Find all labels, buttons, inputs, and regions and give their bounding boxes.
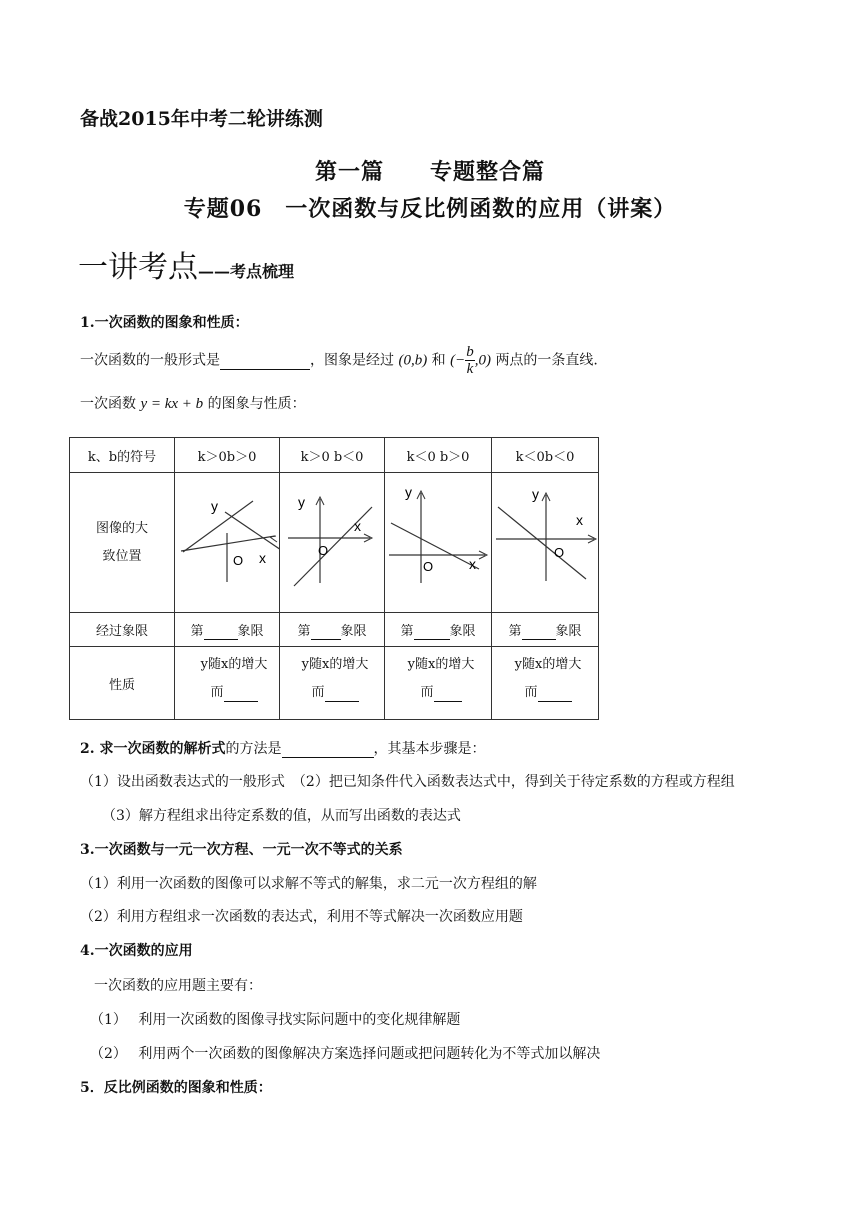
section-1-line-2 [80, 393, 306, 413]
graph-3-x-label: x [469, 556, 476, 572]
graph-3-origin-label: O [423, 559, 434, 574]
section-4-intro: 一次函数的应用题主要有： [94, 978, 262, 994]
property-cell-3 [385, 647, 492, 720]
property-line-1: y随x的增大 [514, 657, 582, 672]
graph-3-y-label: y [405, 484, 412, 500]
table-row-quadrants [70, 613, 599, 647]
graph-1-origin-label: O [233, 553, 244, 568]
section-2-steps-label: ，其基本步骤是： [373, 741, 486, 757]
quadrant-suffix: 象限 [237, 623, 264, 639]
graph-line-1 [183, 501, 253, 552]
graph-2-x-label: x [354, 518, 361, 534]
section-3-point-2: （2）利用方程组求一次函数的表达式，利用不等式解决一次函数应用题 [80, 909, 523, 925]
graph-k-neg-b-neg [492, 473, 598, 608]
quadrant-blank-2 [311, 624, 341, 640]
fraction-b-over-k [465, 344, 475, 377]
graph-through-label: ，图象是经过 [310, 352, 394, 369]
graph-cell-4 [492, 473, 599, 613]
point-2-suffix: ,0) [474, 352, 491, 369]
quadrant-cell-2 [280, 613, 385, 647]
graph-1-x-label: x [259, 550, 266, 566]
quadrant-blank-1 [204, 624, 238, 640]
section-3-point-1: （1）利用一次函数的图像可以求解不等式的解集，求二元一次方程组的解 [80, 876, 537, 892]
document-top-title: 备战2015年中考二轮讲练测 [80, 108, 323, 130]
property-line-1: y随x的增大 [301, 657, 369, 672]
quadrant-suffix: 象限 [555, 623, 582, 639]
property-cell-4 [492, 647, 599, 720]
lecture-subtitle: ——考点梳理 [198, 262, 295, 281]
section-2-method-label: 的方法是 [225, 741, 282, 757]
header-cell-quadrants: 经过象限 [70, 613, 175, 647]
section-2-step-3: （3）解方程组求出待定系数的值，从而写出函数的表达式 [102, 808, 461, 824]
section-4-title: 4.一次函数的应用 [80, 943, 193, 959]
graph-k-neg-b-pos [385, 473, 491, 608]
table-row-properties [70, 647, 599, 720]
function-equation: y = kx + b [140, 396, 204, 412]
section-5-title: 5．反比例函数的图象和性质： [80, 1080, 272, 1096]
graph-header-line-1: 图像的大 [95, 520, 148, 536]
table-row-graphs [70, 473, 599, 613]
header-cell-property: 性质 [70, 647, 175, 720]
header-cell-graph [70, 473, 175, 613]
quadrant-suffix: 象限 [340, 623, 367, 639]
and-label: 和 [431, 352, 446, 369]
property-line-2: 而 [210, 685, 224, 700]
graph-2-origin-label: O [318, 543, 329, 558]
section-1-line-1 [80, 344, 598, 377]
property-line-1: y随x的增大 [407, 657, 475, 672]
linear-function-table [69, 437, 599, 720]
graph-1-y-label: y [211, 498, 218, 514]
quadrant-cell-4 [492, 613, 599, 647]
header-cell-signs: k、b的符号 [70, 438, 175, 473]
section-3-title: 3.一次函数与一元一次方程、一元一次不等式的关系 [80, 842, 403, 858]
topic-title: 专题06 一次函数与反比例函数的应用（讲案） [183, 196, 677, 222]
quadrant-blank-3 [414, 624, 450, 640]
sign-cell-4: k＜0b＜0 [492, 438, 599, 473]
property-cell-2 [280, 647, 385, 720]
graph-k-pos-b-pos [175, 473, 279, 608]
sign-cell-2: k＞0 b＜0 [280, 438, 385, 473]
property-line-2: 而 [311, 685, 325, 700]
fraction-denominator: k [466, 361, 474, 377]
section-1-title: 1.一次函数的图象和性质： [80, 315, 249, 331]
graph-4-y-label: y [532, 486, 539, 502]
property-cell-1 [175, 647, 280, 720]
property-line-1: y随x的增大 [200, 657, 268, 672]
blank-general-form [220, 353, 310, 370]
property-blank-3 [434, 685, 462, 702]
graph-cell-2 [280, 473, 385, 613]
quadrant-prefix: 第 [190, 623, 204, 639]
section-4-point-1: （1） 利用一次函数的图像寻找实际问题中的变化规律解题 [90, 1012, 461, 1028]
property-blank-2 [325, 685, 359, 702]
section-2-steps-1-2: （1）设出函数表达式的一般形式 （2）把已知条件代入函数表达式中，得到关于待定系数的方程或方程组 [80, 774, 735, 790]
general-form-label: 一次函数的一般形式是 [80, 352, 220, 369]
graph-4-origin-label: O [554, 545, 565, 560]
graph-k-pos-b-neg [280, 473, 384, 608]
section-2-title [80, 738, 486, 758]
sign-cell-1: k＞0b＞0 [175, 438, 280, 473]
property-blank-4 [538, 685, 572, 702]
quadrant-cell-3 [385, 613, 492, 647]
property-line-2: 而 [420, 685, 434, 700]
graph-4-x-label: x [576, 512, 583, 528]
quadrant-cell-1 [175, 613, 280, 647]
part-title: 第一篇 专题整合篇 [314, 159, 545, 185]
point-2-prefix: (− [450, 352, 466, 369]
quadrant-prefix: 第 [508, 623, 522, 639]
graph-line-3 [391, 523, 479, 569]
lecture-heading [78, 242, 294, 286]
fraction-numerator: b [466, 344, 474, 360]
quadrant-suffix: 象限 [449, 623, 476, 639]
graph-header-line-2: 致位置 [102, 548, 142, 564]
lecture-title: 一讲考点 [78, 250, 198, 285]
function-label: 一次函数 [80, 396, 136, 412]
sign-cell-3: k＜0 b＞0 [385, 438, 492, 473]
section-2-title-bold: 2. 求一次函数的解析式 [80, 741, 226, 757]
section-4-point-2: （2） 利用两个一次函数的图像解决方案选择问题或把问题转化为不等式加以解决 [90, 1046, 601, 1062]
quadrant-prefix: 第 [400, 623, 414, 639]
line-conclusion: 两点的一条直线. [495, 352, 598, 369]
point-1: (0,b) [398, 352, 428, 369]
graph-line-4 [498, 507, 586, 579]
table-row-signs [70, 438, 599, 473]
graph-cell-1 [175, 473, 280, 613]
graph-properties-label: 的图象与性质： [207, 396, 306, 412]
quadrant-blank-4 [522, 624, 556, 640]
blank-method [282, 741, 374, 758]
property-line-2: 而 [524, 685, 538, 700]
graph-cell-3 [385, 473, 492, 613]
property-blank-1 [224, 685, 258, 702]
graph-2-y-label: y [298, 494, 305, 510]
quadrant-prefix: 第 [297, 623, 311, 639]
